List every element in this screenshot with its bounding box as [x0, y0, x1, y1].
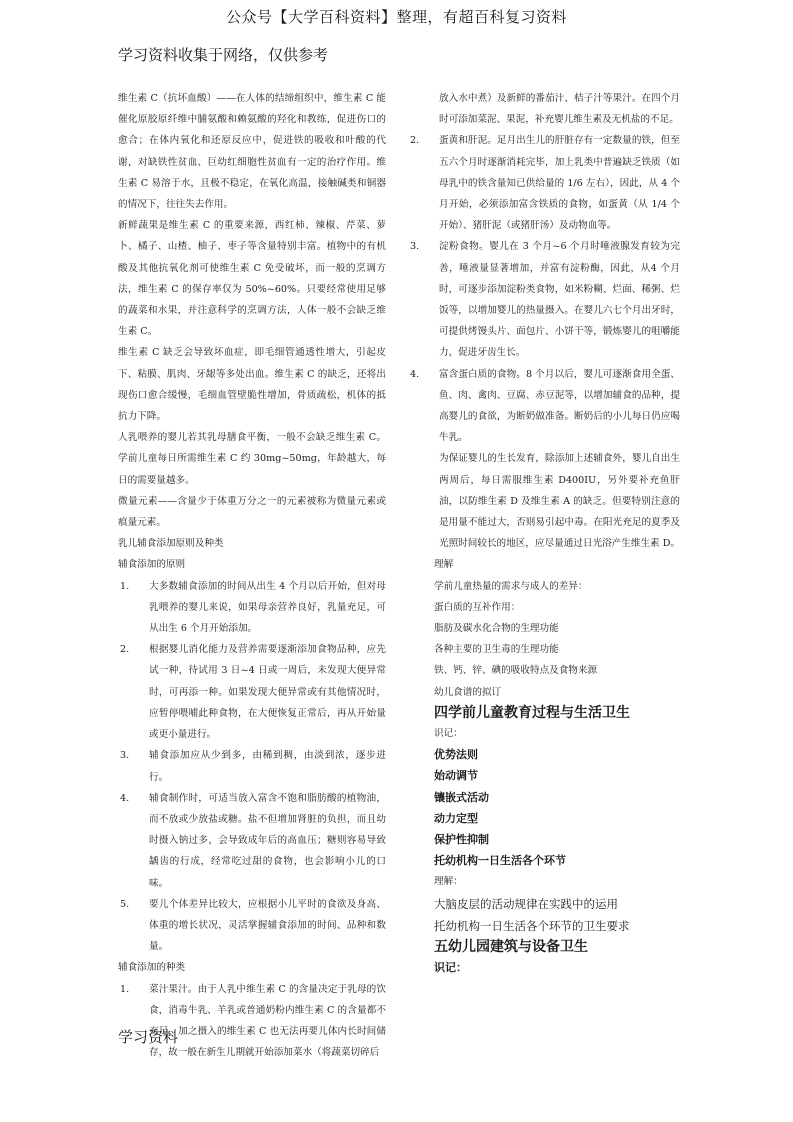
understand-label: 理解: [434, 559, 454, 571]
memorize-item: 始动调节: [434, 769, 478, 783]
understand2-item: 托幼机构一日生活各个环节的卫生要求: [434, 918, 630, 933]
paragraph-trace-elements: 微量元素——含量少于体重万分之一的元素被称为微量元素或痕量元素。: [118, 495, 386, 529]
list-item-continued: 放入水中煮）及新鲜的番茄汁、桔子汁等果汁。在四个月时可添加菜泥、果泥，补充婴儿维生素及无机盐的不足。: [439, 93, 680, 126]
memorize-item: 托幼机构一日生活各个环节: [434, 854, 566, 868]
top-banner: 公众号【大学百科资料】整理，有超百科复习资料: [225, 8, 567, 26]
list-item: 2. 蛋黄和肝泥。足月出生儿的肝脏存有一定数量的铁，但至五六个月时逐渐消耗完毕，加上乳类中普遍缺乏铁质（如母乳中的铁含量知已供给量的 1/6 左右），因此，从 4 个月开始，必须添加富含铁质的食物，如蛋黄（从 1/4 个开始）、猪肝泥（或猪肝汤）及动物血等。: [410, 135, 680, 232]
paragraph-vegetables: 新鲜蔬果是维生素 C 的重要来源，西红柿、辣椒、芹菜、萝卜、橘子、山楂、柚子、枣子等含量特别丰富。植物中的有机酸及其他抗氧化剂可使维生素 C 免受破坏，而一般的烹调方法，维生素 C 的保存率仅为 50%~60%。只要经常使用足够的蔬菜和水果，并注意科学的烹调方法，人体一般不会缺乏维生素 C。: [118, 220, 386, 338]
understand-item: 各种主要的卫生毒的生理功能: [434, 644, 559, 656]
understand2-item: 大脑皮层的活动规律在实践中的运用: [434, 896, 618, 911]
understand-item: 铁、钙、锌、碘的吸收特点及食物来源: [434, 665, 598, 677]
heading-principles: 辅食添加的原则: [118, 559, 186, 571]
paragraph-vitamin-d: 为保证婴儿的生长发育，除添加上述辅食外，婴儿自出生两周后，每日需服维生素 D400IU，另外要补充鱼肝油，以防维生素 D 及维生素 A 的缺乏。但要特别注意的是用量不能过大，否则易引起中毒。在阳光充足的夏季及光照时间较长的地区，应尽量通过日光浴产生维生素 D。: [439, 453, 680, 550]
memorize-item: 镶嵌式活动: [434, 790, 489, 804]
list-item: 1. 菜汁果汁。由于人乳中维生素 C 的含量决定于乳母的饮食，消毒牛乳、羊乳或普通奶粉内维生素 C 的含量都不充足，加之摄入的维生素 C 也无法再要儿体内长时间储存，故一般在新生儿期就开始添加菜水（将蔬菜切碎后: [120, 983, 386, 1059]
memorize-item: 动力定型: [434, 811, 478, 825]
heading-supplement: 乳儿辅食添加原则及种类: [118, 538, 224, 550]
right-column: [408, 88, 680, 978]
section-5-title: 五幼儿园建筑与设备卫生: [434, 938, 588, 955]
list-item: 4. 富含蛋白质的食物。8 个月以后，婴儿可逐渐食用全蛋、鱼、肉、禽肉、豆腐、赤豆泥等，以增加辅食的品种，提高婴儿的食欲，为断奶做准备。断奶后的小儿每日仍应喝牛乳。: [410, 368, 680, 444]
understand-item: 幼儿食谱的拟订: [434, 686, 502, 698]
left-column: [118, 88, 386, 1063]
paragraph-deficiency: 维生素 C 缺乏会导致坏血症，即毛细管通透性增大，引起皮下、粘膜、肌肉、牙龈等多处出血。维生素 C 的缺乏，还将出现伤口愈合缓慢，毛细血管壁脆性增加，骨质疏松，机体的抵抗力下降。: [118, 347, 386, 423]
understand-item: 蛋白质的互补作用：: [434, 601, 521, 613]
list-item: 5. 要儿个体差异比较大，应根据小儿平时的食欲及身高、体重的增长状况，灵活掌握辅食添加的时间、品种和数量。: [120, 898, 386, 953]
understand-item: 学前儿童热量的需求与成人的差异：: [434, 580, 588, 592]
list-item: 3. 辅食添加应从少到多，由稀到稠，由淡到浓，逐步进行。: [120, 750, 386, 783]
list-item: 1. 大多数辅食添加的时间从出生 4 个月以后开始，但对母乳喂养的婴儿来说，如果母亲营养良好，乳量充足，可从出生 6 个月开始添加。: [120, 580, 386, 635]
section-4-title: 四学前儿童教育过程与生活卫生: [434, 704, 630, 721]
memorize-item: 优势法则: [434, 748, 478, 762]
list-item: 4. 辅食制作时，可适当放入富含不饱和脂肪酸的植物油，而不放或少放盐或糖。盐不但增加肾脏的负担，而且幼时摄入钠过多，会导致成年后的高血压；糖则容易导致龋齿的行成，经常吃过甜的食物，也会影响小儿的口味。: [120, 792, 386, 889]
understand2-label: 理解：: [434, 876, 463, 888]
page-footer: 学习资料: [118, 1028, 179, 1046]
memorize-label: 识记：: [434, 727, 463, 739]
paragraph-vitamin-c: 维生素 C（抗坏血酸）——在人体的结缔组织中，维生素 C 能催化原胶原纤维中脯氨酸和赖氨酸的羟化和教练，促进伤口的愈合；在体内氧化和还原反应中，促进铁的吸收和叶酸的代谢，对缺铁性贫血、巨幼红细胞性贫血有一定的治疗作用。维生素 C 易溶于水，且极不稳定，在氧化高温，接触碱类和铜器的情况下，往往失去作用。: [118, 93, 386, 211]
principles-list: [118, 576, 386, 958]
heading-types: 辅食添加的种类: [118, 962, 186, 974]
list-item: 2. 根据婴儿消化能力及营养需要逐渐添加食物品种，应先试一种，待试用 3 日~4 日或一周后，未发现大便异常时，可再添一种。如果发现大便异常或有其他情况时，应暂停喂哺此种食物，在大便恢复正常后，再从开始量或更小量进行。: [120, 644, 386, 741]
understand-item: 脂肪及碳水化合物的生理功能: [434, 623, 559, 635]
list-item: 3. 淀粉食物。婴儿在 3 个月~6 个月时唾液腺发育较为完善，唾液量显著增加，并富有淀粉酶，因此，从4 个月时，可逐步添加淀粉类食物，如米粉糊、烂面、稀粥、烂饭等，以增加婴儿的热量摄入。在婴儿六七个月出牙时，可提供烤馒头片、面包片、小饼干等，锻炼婴儿的咀嚼能力，促进牙齿生长。: [410, 241, 680, 359]
memorize2-label: 识记：: [434, 960, 467, 974]
memorize-item: 保护性抑制: [434, 832, 489, 846]
page-subtitle: 学习资料收集于网络，仅供参考: [118, 46, 329, 64]
paragraph-breastfeeding: 人乳喂养的婴儿若其乳母膳食平衡，一般不会缺乏维生素 C。学前儿童每日所需维生素 C 约 30mg~50mg，年龄越大，每日的需要量越多。: [118, 432, 386, 486]
